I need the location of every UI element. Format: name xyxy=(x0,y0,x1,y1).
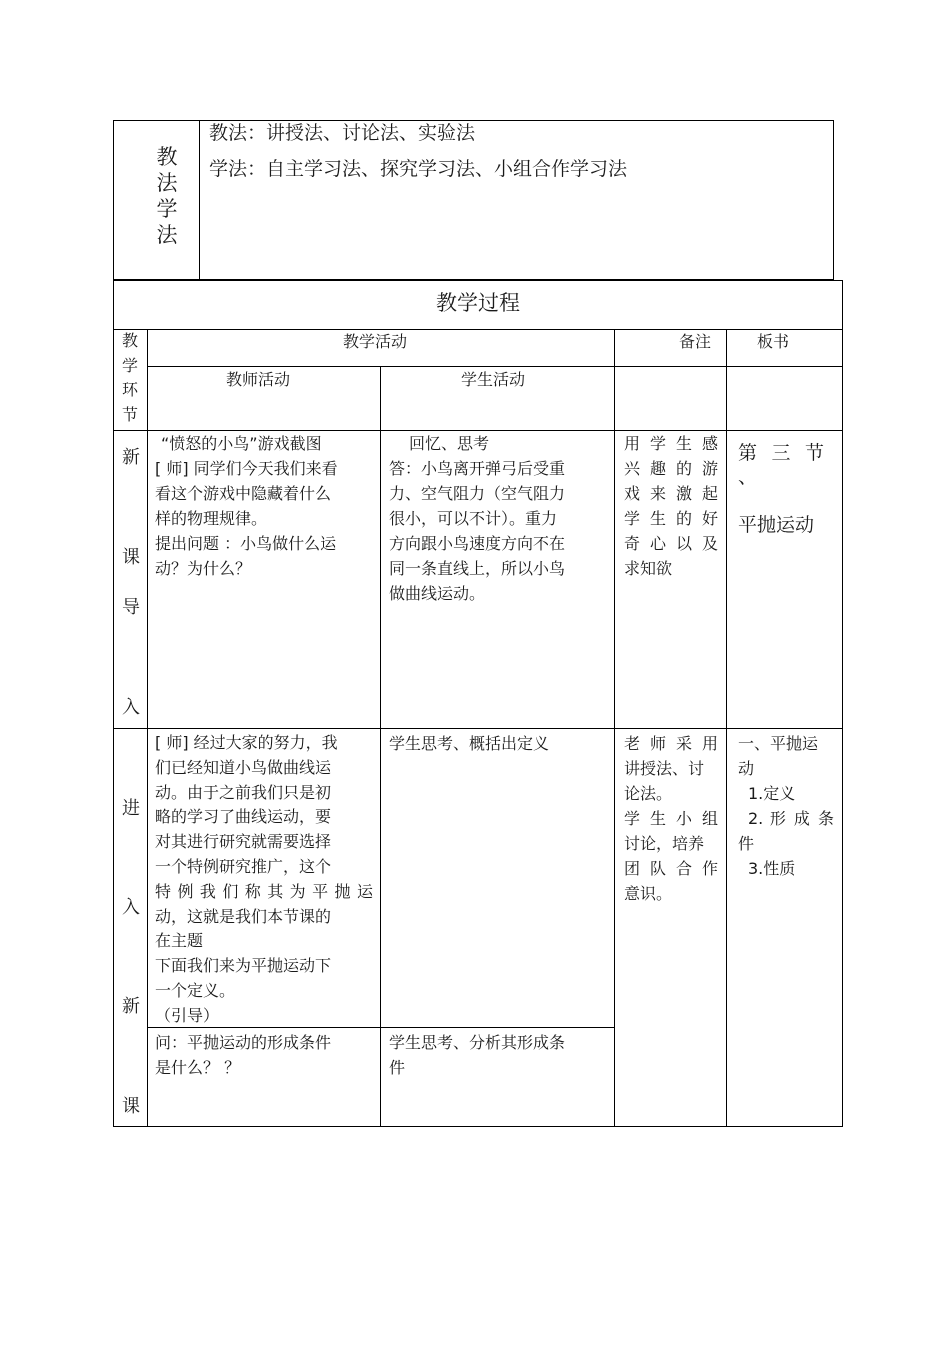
activity-header: 教学活动 xyxy=(343,332,408,351)
stage-intro-1: 新 xyxy=(122,447,140,468)
stage-intro-4: 入 xyxy=(122,697,140,718)
col-line xyxy=(147,329,148,1127)
methods-divider xyxy=(199,120,200,280)
new-teacher-activity: [ 师] 经过大家的努力，我 们已经知道小鸟做曲线运 动。由于之前我们只是初 略的学习了曲线运动，要 对其进行研究就需要选择 一个特例研究推广，这个 特 例 我 们 称 其 为 平 抛 运 动，这就是我们本节课的 在主题 下面我们来为平抛运动下 一个定义。 （引导） xyxy=(155,733,373,1025)
new-student-activity: 学生思考、概括出定义 xyxy=(389,734,550,753)
student-header: 学生活动 xyxy=(461,370,526,389)
row-line xyxy=(113,728,843,729)
stage-new-4: 课 xyxy=(122,1096,140,1117)
new-note: 老 师 采 用 讲授法、讨 论法。 学 生 小 组 讨论，培养 团 队 合 作 意识。 xyxy=(624,734,718,903)
row-line xyxy=(113,329,843,330)
condition-student-activity: 学生思考、分析其形成条 件 xyxy=(389,1033,566,1077)
stage-new-2: 入 xyxy=(122,897,140,918)
teaching-methods: 教法：讲授法、讨论法、实验法 xyxy=(209,122,476,144)
intro-note: 用 学 生 感 兴 趣 的 游 戏 来 激 起 学 生 的 好 奇 心 以 及 求知欲 xyxy=(624,434,718,578)
process-title: 教学过程 xyxy=(436,291,520,315)
col-line xyxy=(380,366,381,1127)
new-board: 一、平抛运 动 1.定义 2. 形 成 条 件 3.性质 xyxy=(738,734,834,878)
learning-methods: 学法：自主学习法、探究学习法、小组合作学习法 xyxy=(209,158,628,180)
col-line xyxy=(614,329,615,1127)
stage-intro-2: 课 xyxy=(122,547,140,568)
condition-question: 问：平抛运动的形成条件 是什么？ ？ xyxy=(155,1033,332,1077)
intro-student-activity: 回忆、思考 答：小鸟离开弹弓后受重 力、空气阻力（空气阻力 很小，可以不计）。重力 方向跟小鸟速度方向不在 同一条直线上，所以小鸟 做曲线运动。 xyxy=(389,434,566,603)
stage-header: 教 学 环 节 xyxy=(121,331,138,424)
board-header: 板书 xyxy=(757,332,790,351)
stage-intro-3: 导 xyxy=(122,597,140,618)
intro-teacher-activity: “愤怒的小鸟”游戏截图 [ 师] 同学们今天我们来看 看这个游戏中隐藏着什么 样的物理规律。 提出问题 ：小鸟做什么运 动？为什么？ xyxy=(155,434,338,578)
methods-label: 教 法 学 法 xyxy=(156,145,178,247)
teacher-header: 教师活动 xyxy=(226,370,291,389)
stage-new-3: 新 xyxy=(122,996,140,1017)
note-header: 备注 xyxy=(679,332,712,351)
col-line xyxy=(726,329,727,1127)
stage-new-1: 进 xyxy=(122,798,140,819)
intro-board: 第 三 节 、 平抛运动 xyxy=(738,442,824,536)
